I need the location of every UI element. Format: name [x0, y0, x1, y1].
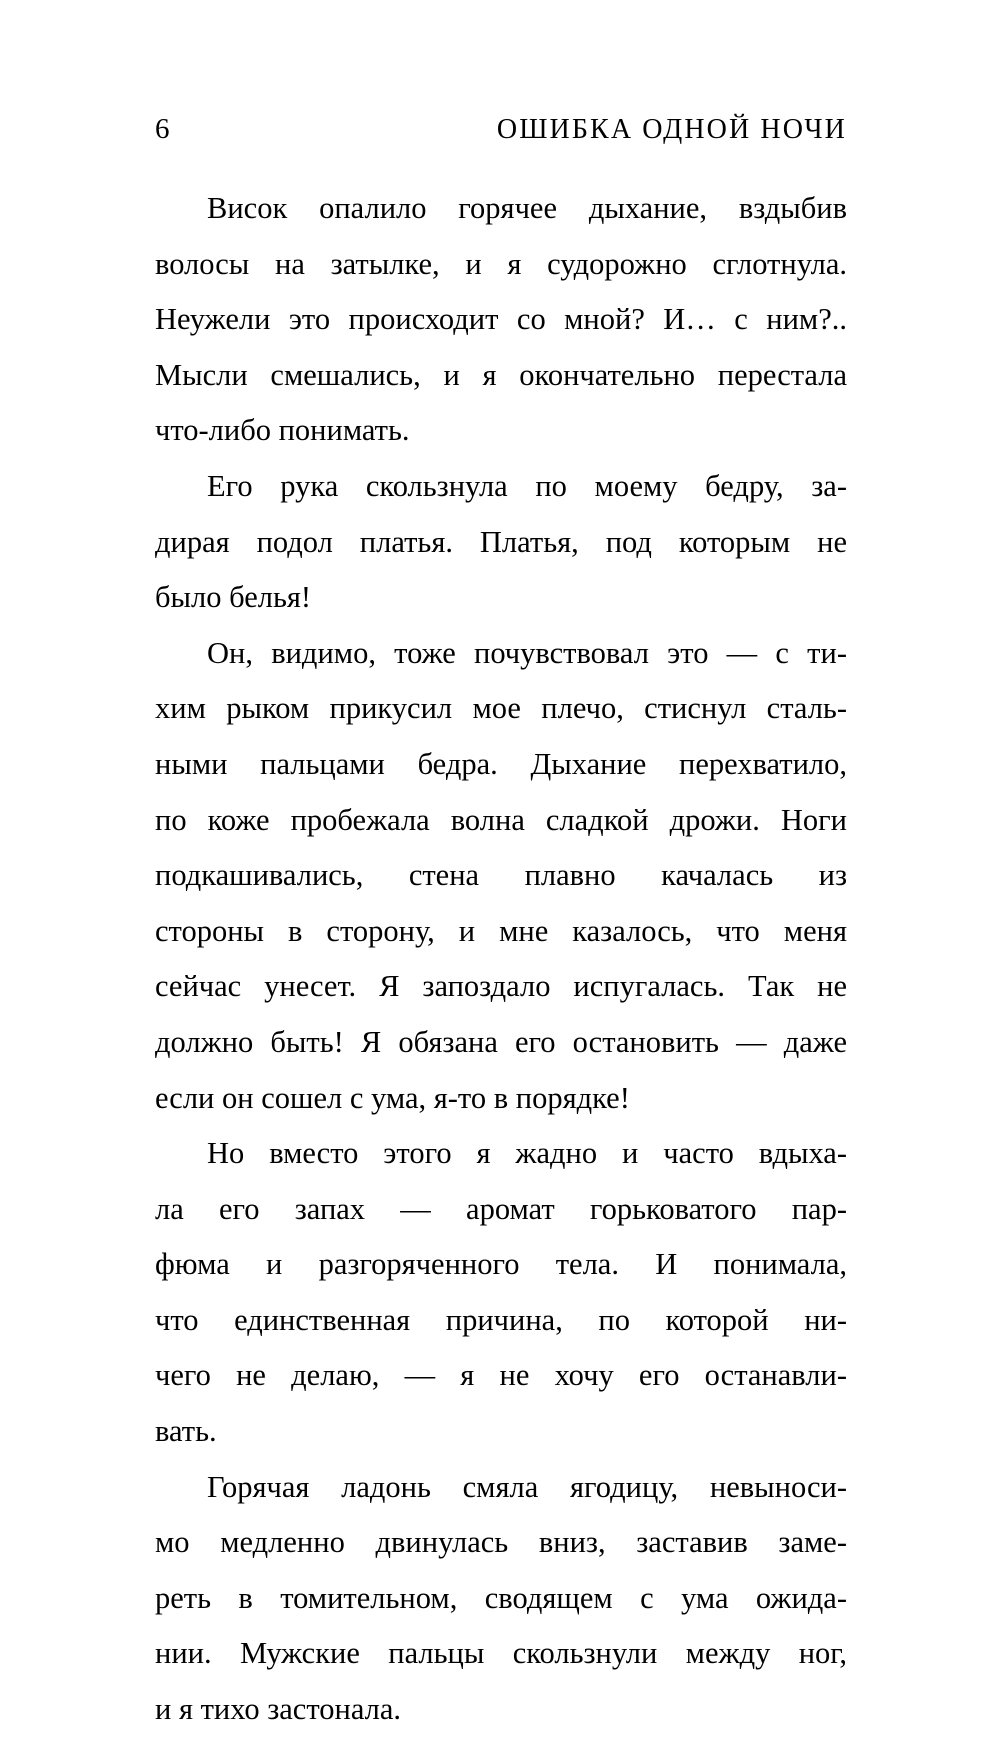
text-line: что-либо понимать.: [155, 413, 410, 448]
text-line: подкашивались, стена плавно качалась из: [155, 858, 847, 893]
text-line: ными пальцами бедра. Дыхание перехватило,: [155, 746, 847, 781]
text-line: Неужели это происходит со мной? И… с ним?..: [155, 302, 847, 337]
text-line: что единственная причина, по которой ни-: [155, 1302, 847, 1337]
running-title: ОШИБКА ОДНОЙ НОЧИ: [496, 114, 847, 145]
text-line: было белья!: [155, 580, 312, 615]
text-line: реть в томительном, сводящем с ума ожида-: [155, 1580, 847, 1615]
text-line: Мысли смешались, и я окончательно перестала: [155, 357, 847, 392]
text-line: сейчас унесет. Я запоздало испугалась. Так не: [155, 969, 847, 1004]
body-text: [155, 181, 847, 1738]
text-line: по коже пробежала волна сладкой дрожи. Ноги: [155, 802, 847, 837]
text-line: вать.: [155, 1414, 217, 1449]
text-line: ла его запах — аромат горьковатого пар-: [155, 1191, 847, 1226]
text-line: нии. Мужские пальцы скользнули между ног,: [155, 1636, 847, 1671]
text-line: стороны в сторону, и мне казалось, что меня: [155, 913, 847, 948]
text-line: Он, видимо, тоже почувствовал это — с ти-: [207, 635, 847, 670]
running-head: [155, 112, 847, 158]
text-line: волосы на затылке, и я судорожно сглотнула.: [155, 246, 847, 281]
text-line: если он сошел с ума, я-то в порядке!: [155, 1080, 630, 1115]
paragraph: [155, 459, 847, 626]
text-line: Висок опалило горячее дыхание, вздыбив: [207, 191, 847, 225]
text-line: Горячая ладонь смяла ягодицу, невыноси-: [207, 1469, 847, 1504]
text-line: дирая подол платья. Платья, под которым не: [155, 524, 847, 559]
text-line: мо медленно двинулась вниз, заставив заме-: [155, 1525, 847, 1560]
text-line: должно быть! Я обязана его остановить — даже: [155, 1024, 847, 1059]
paragraph: [155, 1126, 847, 1460]
text-line: хим рыком прикусил мое плечо, стиснул сталь-: [155, 691, 847, 726]
text-line: чего не делаю, — я не хочу его останавли-: [155, 1358, 847, 1393]
paragraph: [155, 181, 847, 459]
text-line: Но вместо этого я жадно и часто вдыха-: [207, 1136, 847, 1171]
text-line: Его рука скользнула по моему бедру, за-: [207, 468, 847, 503]
text-line: и я тихо застонала.: [155, 1692, 402, 1727]
paragraph: [155, 1460, 847, 1738]
page-number: 6: [155, 113, 170, 145]
paragraph: [155, 626, 847, 1126]
text-line: фюма и разгоряченного тела. И понимала,: [155, 1247, 847, 1282]
